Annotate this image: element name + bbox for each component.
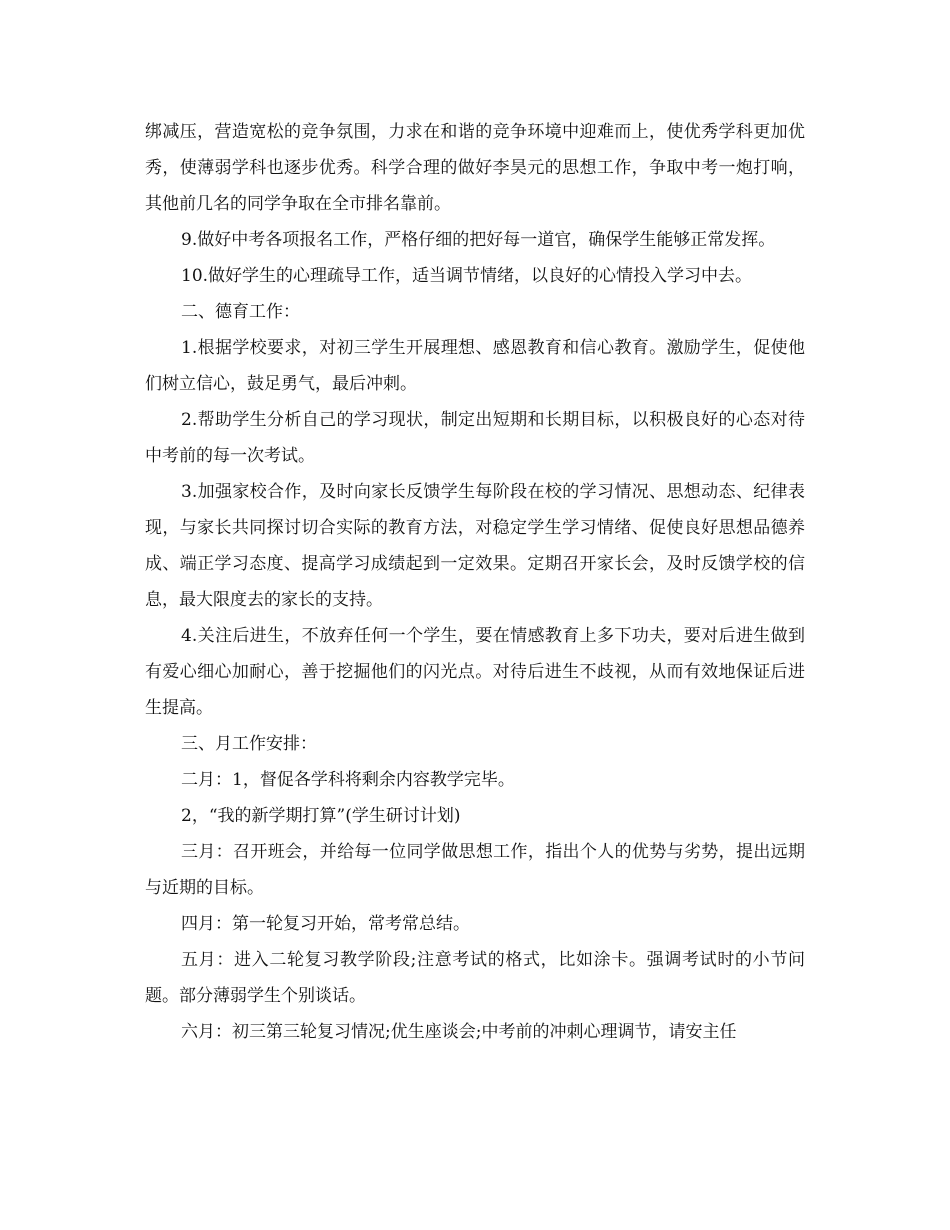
paragraph: 1.根据学校要求，对初三学生开展理想、感恩教育和信心教育。激励学生，促使他们树立信心，鼓足勇气，最后冲刺。 xyxy=(145,338,805,394)
paragraph: 10.做好学生的心理疏导工作，适当调节情绪，以良好的心情投入学习中去。 xyxy=(181,266,753,286)
paragraph: 绑减压，营造宽松的竞争氛围，力求在和谐的竞争环境中迎难而上，使优秀学科更加优秀，使薄弱学科也逐步优秀。科学合理的做好李昊元的思想工作，争取中考一炮打响，其他前几名的同学争取在全市排名靠前。 xyxy=(145,122,805,214)
paragraph: 二月：1，督促各学科将剩余内容教学完毕。 xyxy=(181,770,515,790)
paragraph: 9.做好中考各项报名工作，严格仔细的把好每一道官，确保学生能够正常发挥。 xyxy=(181,230,776,250)
section-heading: 二、德育工作： xyxy=(181,302,300,322)
paragraph: 2.帮助学生分析自己的学习现状，制定出短期和长期目标，以积极良好的心态对待中考前的每一次考试。 xyxy=(145,410,805,466)
paragraph: 3.加强家校合作，及时向家长反馈学生每阶段在校的学习情况、思想动态、纪律表现，与家长共同探讨切合实际的教育方法，对稳定学生学习情绪、促使良好思想品德养成、端正学习态度、提高学习成绩起到一定效果。定期召开家长会，及时反馈学校的信息，最大限度去的家长的支持。 xyxy=(145,482,805,610)
section-heading: 三、月工作安排： xyxy=(181,734,317,754)
paragraph: 2，“我的新学期打算”(学生研讨计划) xyxy=(181,806,461,826)
paragraph: 4.关注后进生，不放弃任何一个学生，要在情感教育上多下功夫，要对后进生做到有爱心细心加耐心，善于挖掘他们的闪光点。对待后进生不歧视，从而有效地保证后进生提高。 xyxy=(145,626,805,718)
paragraph: 五月：进入二轮复习教学阶段;注意考试的格式，比如涂卡。强调考试时的小节问题。部分薄弱学生个别谈话。 xyxy=(145,950,805,1006)
document-body xyxy=(145,114,805,1050)
paragraph: 四月：第一轮复习开始，常考常总结。 xyxy=(181,914,470,934)
paragraph: 三月：召开班会，并给每一位同学做思想工作，指出个人的优势与劣势，提出远期与近期的目标。 xyxy=(145,842,805,898)
paragraph: 六月：初三第三轮复习情况;优生座谈会;中考前的冲刺心理调节，请安主任 xyxy=(181,1022,737,1042)
